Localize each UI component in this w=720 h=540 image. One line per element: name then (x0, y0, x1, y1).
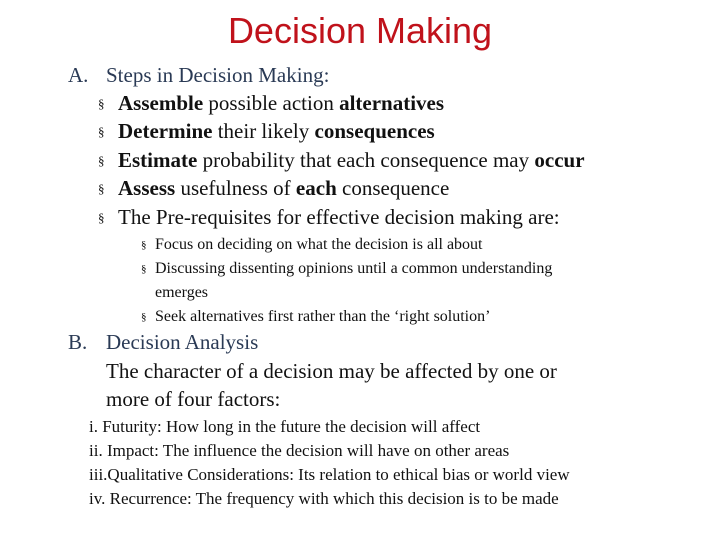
step-bullet-determine (98, 117, 435, 146)
step-keyword: each (295, 176, 337, 200)
step-text: possible action (203, 91, 340, 115)
step-keyword: consequences (314, 119, 435, 143)
prereq-bullet-seek (141, 305, 490, 329)
analysis-paragraph-line: The character of a decision may be affected by one or (106, 359, 557, 383)
prereq-text: Focus on deciding on what the decision is all about (155, 236, 483, 253)
bullet-icon: § (98, 210, 105, 225)
prereq-continuation: emerges (155, 284, 209, 301)
step-bullet-assess (98, 174, 449, 203)
step-keyword: alternatives (339, 91, 445, 115)
step-text: probability that each consequence may (197, 148, 535, 172)
step-keyword: Estimate (118, 148, 198, 172)
prereq-text: Seek alternatives first rather than the ‘right solution’ (155, 308, 491, 325)
step-bullet-prerequisites (98, 203, 560, 232)
factor-futurity: i. Futurity: How long in the future the decision will affect (89, 417, 481, 436)
section-b-marker: B. (68, 330, 88, 354)
bullet-icon: § (141, 239, 147, 251)
analysis-paragraph-line: more of four factors: (106, 387, 281, 411)
bullet-icon: § (98, 124, 105, 139)
factor-qualitative: iii.Qualitative Considerations: Its relation to ethical bias or world view (89, 465, 570, 484)
step-bullet-assemble (98, 89, 444, 118)
bullet-icon: § (98, 96, 105, 111)
bullet-icon: § (141, 311, 147, 323)
step-keyword: Determine (118, 119, 213, 143)
section-a-title: Steps in Decision Making: (106, 63, 330, 87)
step-keyword: Assemble (118, 91, 204, 115)
section-a-marker: A. (68, 63, 89, 87)
bullet-icon: § (98, 153, 105, 168)
step-text: The Pre-requisites for effective decision making are: (118, 205, 560, 229)
bullet-icon: § (141, 263, 147, 275)
step-keyword: occur (534, 148, 585, 172)
slide-title: Decision Making (227, 10, 493, 51)
factor-impact: ii. Impact: The influence the decision will have on other areas (89, 441, 510, 460)
section-a-heading (68, 62, 329, 88)
section-b-title: Decision Analysis (106, 330, 259, 354)
factor-recurrence: iv. Recurrence: The frequency with which this decision is to be made (89, 489, 559, 508)
step-text: their likely (212, 119, 315, 143)
bullet-icon: § (98, 181, 105, 196)
step-text: consequence (336, 176, 450, 200)
section-b-heading (68, 329, 258, 355)
prereq-bullet-focus (141, 233, 483, 257)
step-bullet-estimate (98, 146, 585, 175)
prereq-bullet-discussing (141, 257, 552, 281)
prereq-text: Discussing dissenting opinions until a common understanding (155, 260, 553, 277)
step-keyword: Assess (118, 176, 176, 200)
step-text: usefulness of (175, 176, 296, 200)
